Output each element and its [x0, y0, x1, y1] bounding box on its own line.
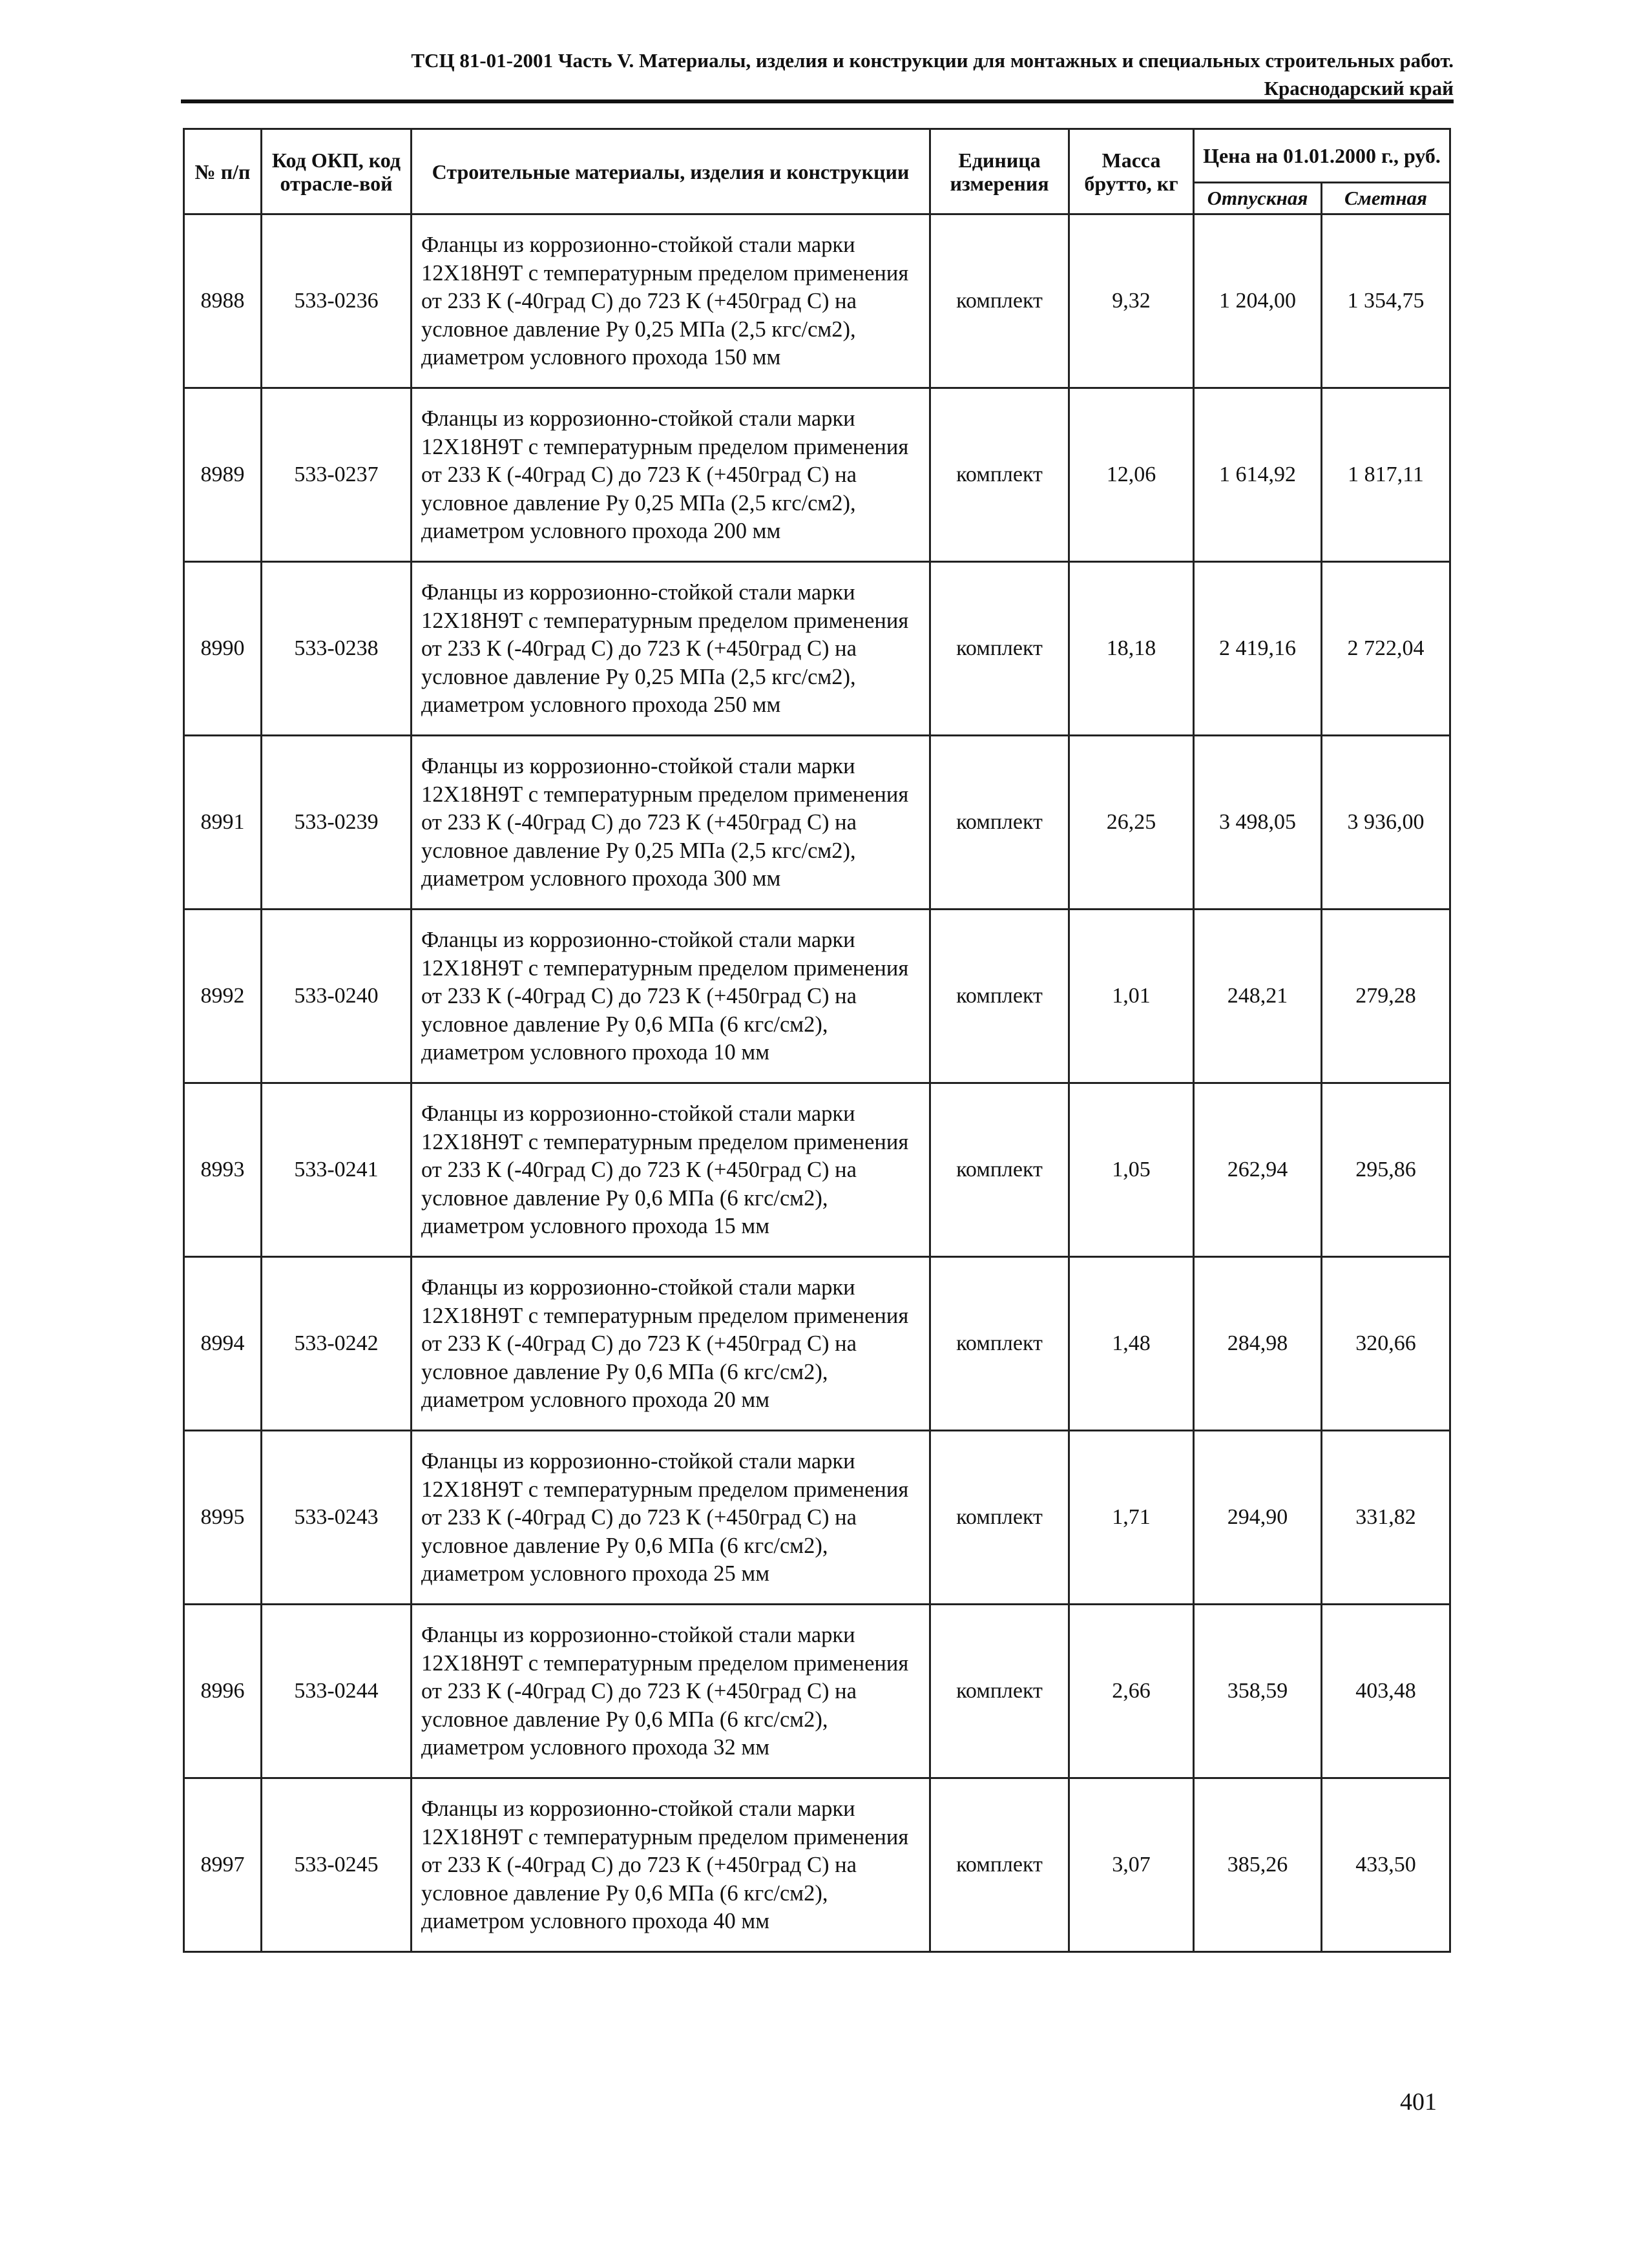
cell-name: Фланцы из коррозионно-стойкой стали марки 12Х18Н9Т с температурным пределом применения от 233 К (-40град С) до 723 К (+450град С) на условное давление Ру 0,6 МПа (6 кгс/см2), диаметром условного прохода 25 мм [412, 1431, 930, 1605]
cell-unit: комплект [930, 910, 1069, 1083]
cell-mass: 1,05 [1069, 1083, 1194, 1257]
cell-unit: комплект [930, 388, 1069, 562]
cell-unit: комплект [930, 1257, 1069, 1431]
cell-mass: 3,07 [1069, 1778, 1194, 1952]
col-header-price-release: Отпускная [1194, 183, 1322, 214]
table-row [184, 562, 1450, 736]
cell-code: 533-0240 [262, 910, 412, 1083]
cell-price-release: 385,26 [1194, 1778, 1322, 1952]
cell-price-estimate: 3 936,00 [1322, 736, 1450, 910]
table-row [184, 1083, 1450, 1257]
cell-num: 8994 [184, 1257, 262, 1431]
col-header-mass: Масса брутто, кг [1069, 129, 1194, 214]
cell-price-estimate: 331,82 [1322, 1431, 1450, 1605]
cell-code: 533-0236 [262, 214, 412, 388]
cell-price-estimate: 433,50 [1322, 1778, 1450, 1952]
cell-num: 8992 [184, 910, 262, 1083]
cell-mass: 1,01 [1069, 910, 1194, 1083]
col-header-unit: Единица измерения [930, 129, 1069, 214]
cell-name: Фланцы из коррозионно-стойкой стали марки 12Х18Н9Т с температурным пределом применения от 233 К (-40град С) до 723 К (+450град С) на условное давление Ру 0,6 МПа (6 кгс/см2), диаметром условного прохода 32 мм [412, 1605, 930, 1778]
cell-mass: 12,06 [1069, 388, 1194, 562]
cell-num: 8995 [184, 1431, 262, 1605]
cell-num: 8989 [184, 388, 262, 562]
cell-code: 533-0244 [262, 1605, 412, 1778]
cell-name: Фланцы из коррозионно-стойкой стали марки 12Х18Н9Т с температурным пределом применения от 233 К (-40град С) до 723 К (+450град С) на условное давление Ру 0,6 МПа (6 кгс/см2), диаметром условного прохода 20 мм [412, 1257, 930, 1431]
table-row [184, 1605, 1450, 1778]
col-header-name: Строительные материалы, изделия и конструкции [412, 129, 930, 214]
cell-price-release: 248,21 [1194, 910, 1322, 1083]
cell-mass: 1,48 [1069, 1257, 1194, 1431]
cell-name: Фланцы из коррозионно-стойкой стали марки 12Х18Н9Т с температурным пределом применения от 233 К (-40град С) до 723 К (+450град С) на условное давление Ру 0,6 МПа (6 кгс/см2), диаметром условного прохода 40 мм [412, 1778, 930, 1952]
header-region: Краснодарский край [1264, 77, 1454, 99]
table-row [184, 910, 1450, 1083]
cell-code: 533-0243 [262, 1431, 412, 1605]
table-row [184, 214, 1450, 388]
cell-price-release: 284,98 [1194, 1257, 1322, 1431]
table-header-row [184, 129, 1450, 183]
cell-num: 8990 [184, 562, 262, 736]
col-header-price-group: Цена на 01.01.2000 г., руб. [1194, 129, 1450, 183]
cell-price-estimate: 2 722,04 [1322, 562, 1450, 736]
cell-mass: 2,66 [1069, 1605, 1194, 1778]
cell-price-estimate: 295,86 [1322, 1083, 1450, 1257]
cell-code: 533-0237 [262, 388, 412, 562]
cell-unit: комплект [930, 214, 1069, 388]
cell-code: 533-0242 [262, 1257, 412, 1431]
cell-num: 8996 [184, 1605, 262, 1778]
header-title: ТСЦ 81-01-2001 Часть V. Материалы, изделия и конструкции для монтажных и специальных строительных работ. [411, 49, 1454, 72]
table-row [184, 736, 1450, 910]
cell-unit: комплект [930, 736, 1069, 910]
cell-price-release: 262,94 [1194, 1083, 1322, 1257]
col-header-code: Код ОКП, код отрасле-вой [262, 129, 412, 214]
cell-unit: комплект [930, 1431, 1069, 1605]
cell-num: 8991 [184, 736, 262, 910]
table-row [184, 1431, 1450, 1605]
table-row [184, 1778, 1450, 1952]
cell-price-estimate: 320,66 [1322, 1257, 1450, 1431]
cell-price-release: 3 498,05 [1194, 736, 1322, 910]
cell-price-estimate: 403,48 [1322, 1605, 1450, 1778]
cell-price-release: 1 204,00 [1194, 214, 1322, 388]
table-row [184, 1257, 1450, 1431]
cell-code: 533-0241 [262, 1083, 412, 1257]
cell-name: Фланцы из коррозионно-стойкой стали марки 12Х18Н9Т с температурным пределом применения от 233 К (-40град С) до 723 К (+450град С) на условное давление Ру 0,25 МПа (2,5 кгс/см2), диаметром условного прохода 150 мм [412, 214, 930, 388]
cell-price-estimate: 279,28 [1322, 910, 1450, 1083]
cell-num: 8997 [184, 1778, 262, 1952]
cell-name: Фланцы из коррозионно-стойкой стали марки 12Х18Н9Т с температурным пределом применения от 233 К (-40град С) до 723 К (+450град С) на условное давление Ру 0,25 МПа (2,5 кгс/см2), диаметром условного прохода 200 мм [412, 388, 930, 562]
cell-unit: комплект [930, 1605, 1069, 1778]
cell-price-release: 2 419,16 [1194, 562, 1322, 736]
col-header-num: № п/п [184, 129, 262, 214]
cell-price-estimate: 1 354,75 [1322, 214, 1450, 388]
cell-mass: 18,18 [1069, 562, 1194, 736]
cell-unit: комплект [930, 1083, 1069, 1257]
table-row [184, 388, 1450, 562]
cell-mass: 1,71 [1069, 1431, 1194, 1605]
header-rule [181, 99, 1454, 103]
cell-name: Фланцы из коррозионно-стойкой стали марки 12Х18Н9Т с температурным пределом применения от 233 К (-40град С) до 723 К (+450град С) на условное давление Ру 0,25 МПа (2,5 кгс/см2), диаметром условного прохода 250 мм [412, 562, 930, 736]
cell-price-release: 1 614,92 [1194, 388, 1322, 562]
cell-name: Фланцы из коррозионно-стойкой стали марки 12Х18Н9Т с температурным пределом применения от 233 К (-40град С) до 723 К (+450град С) на условное давление Ру 0,25 МПа (2,5 кгс/см2), диаметром условного прохода 300 мм [412, 736, 930, 910]
cell-code: 533-0245 [262, 1778, 412, 1952]
cell-price-release: 358,59 [1194, 1605, 1322, 1778]
cell-unit: комплект [930, 562, 1069, 736]
page-number: 401 [1400, 2088, 1437, 2116]
cell-price-estimate: 1 817,11 [1322, 388, 1450, 562]
cell-mass: 26,25 [1069, 736, 1194, 910]
cell-code: 533-0239 [262, 736, 412, 910]
page-header [181, 47, 1454, 102]
cell-price-release: 294,90 [1194, 1431, 1322, 1605]
cell-name: Фланцы из коррозионно-стойкой стали марки 12Х18Н9Т с температурным пределом применения от 233 К (-40град С) до 723 К (+450град С) на условное давление Ру 0,6 МПа (6 кгс/см2), диаметром условного прохода 15 мм [412, 1083, 930, 1257]
cell-num: 8993 [184, 1083, 262, 1257]
price-table [183, 128, 1451, 1953]
cell-code: 533-0238 [262, 562, 412, 736]
cell-num: 8988 [184, 214, 262, 388]
cell-name: Фланцы из коррозионно-стойкой стали марки 12Х18Н9Т с температурным пределом применения от 233 К (-40град С) до 723 К (+450град С) на условное давление Ру 0,6 МПа (6 кгс/см2), диаметром условного прохода 10 мм [412, 910, 930, 1083]
table-body [184, 214, 1450, 1952]
col-header-price-estimate: Сметная [1322, 183, 1450, 214]
cell-mass: 9,32 [1069, 214, 1194, 388]
cell-unit: комплект [930, 1778, 1069, 1952]
